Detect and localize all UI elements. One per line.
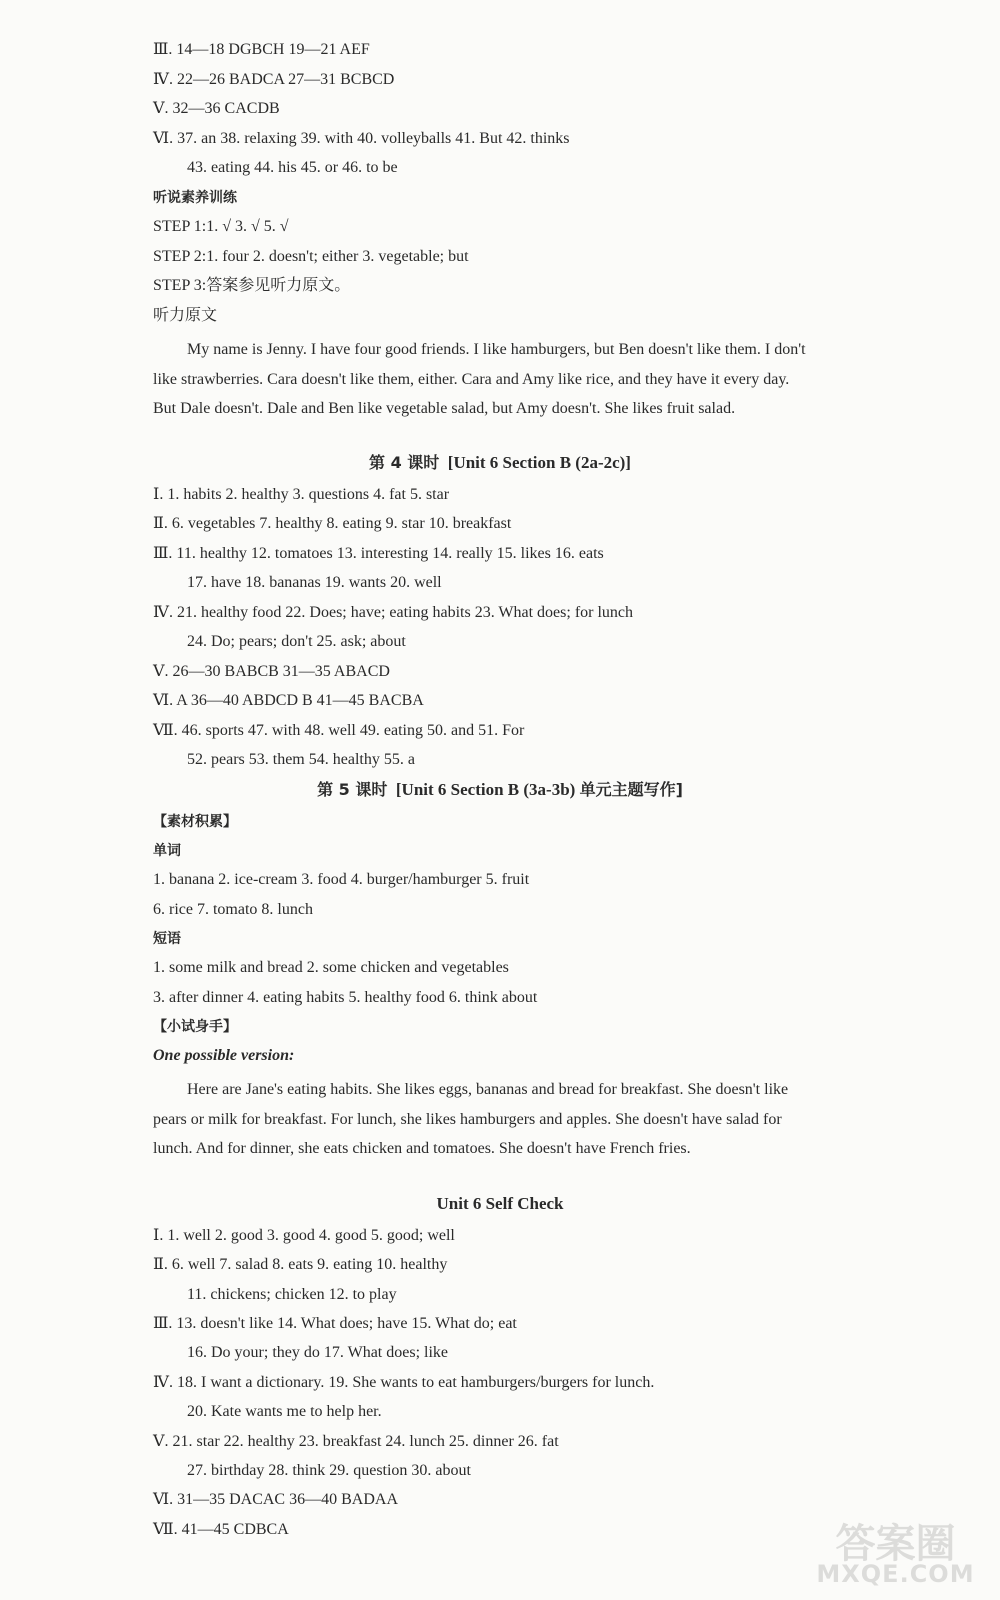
answer-line: Ⅵ. 31—35 DACAC 36—40 BADAA: [153, 1491, 398, 1508]
answer-line: Ⅵ. A 36—40 ABDCD B 41—45 BACBA: [153, 692, 424, 709]
watermark-title: 答案圈: [835, 1521, 956, 1567]
sample-essay: Here are Jane's eating habits. She likes eggs, bananas and bread for breakfast. She doesn't like pears or milk for breakfast. For lunch, she likes hamburgers and apples. She doesn't have salad for lunch. And for dinner, she eats chicken and tomatoes. She doesn't have French fries.: [153, 1081, 789, 1157]
answer-line: Ⅱ. 6. vegetables 7. healthy 8. eating 9. star 10. breakfast: [153, 515, 512, 532]
section-label: 听力原文: [153, 307, 218, 324]
answer-line: Ⅴ. 26—30 BABCB 31—35 ABACD: [153, 663, 390, 680]
answer-line: 17. have 18. bananas 19. wants 20. well: [187, 574, 442, 591]
section-label: 【小试身手】: [153, 1019, 237, 1035]
answer-line: Ⅲ. 14—18 DGBCH 19—21 AEF: [153, 41, 370, 58]
selfcheck-heading: Unit 6 Self Check: [436, 1194, 564, 1213]
lesson5-heading: 第 5 课时 [Unit 6 Section B (3a-3b) 单元主题写作]: [317, 780, 683, 799]
answer-line: Ⅴ. 21. star 22. healthy 23. breakfast 24. lunch 25. dinner 26. fat: [153, 1433, 559, 1450]
section-label: 听说素养训练: [153, 190, 237, 206]
answer-line: Ⅴ. 32—36 CACDB: [153, 100, 280, 117]
answer-line: 52. pears 53. them 54. healthy 55. a: [187, 751, 415, 768]
answer-line: Ⅲ. 11. healthy 12. tomatoes 13. interesting 14. really 15. likes 16. eats: [153, 545, 604, 562]
answer-line: Ⅲ. 13. doesn't like 14. What does; have 15. What do; eat: [153, 1315, 517, 1332]
answer-line: 27. birthday 28. think 29. question 30. about: [187, 1462, 471, 1479]
answer-line: Ⅶ. 41—45 CDBCA: [153, 1521, 289, 1538]
lesson4-heading: 第 4 课时 [Unit 6 Section B (2a-2c)]: [369, 453, 631, 472]
answer-line: Ⅶ. 46. sports 47. with 48. well 49. eating 50. and 51. For: [153, 722, 525, 739]
answer-line: 1. some milk and bread 2. some chicken and vegetables: [153, 959, 509, 976]
answer-line: 24. Do; pears; don't 25. ask; about: [187, 633, 406, 650]
answer-line: STEP 2:1. four 2. doesn't; either 3. vegetable; but: [153, 248, 469, 265]
answer-line: STEP 3:答案参见听力原文。: [153, 277, 351, 294]
answer-line: 20. Kate wants me to help her.: [187, 1403, 382, 1420]
answer-line: 43. eating 44. his 45. or 46. to be: [187, 159, 398, 176]
section-label: 短语: [153, 931, 181, 947]
watermark-url: MXQE.COM: [816, 1560, 975, 1588]
answer-line: 3. after dinner 4. eating habits 5. healthy food 6. think about: [153, 989, 538, 1006]
listening-text: My name is Jenny. I have four good friends. I like hamburgers, but Ben doesn't like them. I don't like strawberries. Cara doesn't like them, either. Cara and Amy like rice, and they have it every day. But Dale doesn't. Dale and Ben like vegetable salad, but Amy doesn't. She likes fruit salad.: [153, 341, 806, 417]
answer-line: 6. rice 7. tomato 8. lunch: [153, 901, 313, 918]
answer-line: STEP 1:1. √ 3. √ 5. √: [153, 218, 289, 235]
answer-line: Ⅵ. 37. an 38. relaxing 39. with 40. volleyballs 41. But 42. thinks: [153, 130, 570, 147]
answer-line: Ⅳ. 21. healthy food 22. Does; have; eating habits 23. What does; for lunch: [153, 604, 634, 621]
answer-line: Ⅰ. 1. habits 2. healthy 3. questions 4. fat 5. star: [153, 486, 450, 503]
answer-line: 11. chickens; chicken 12. to play: [187, 1286, 397, 1303]
watermark-logo: [813, 1512, 978, 1592]
answer-line: Ⅳ. 18. I want a dictionary. 19. She wants to eat hamburgers/burgers for lunch.: [153, 1374, 655, 1391]
section-label: 单词: [153, 843, 181, 859]
answer-line: 16. Do your; they do 17. What does; like: [187, 1344, 448, 1361]
answer-line: Ⅰ. 1. well 2. good 3. good 4. good 5. good; well: [153, 1227, 455, 1244]
section-label: 【素材积累】: [153, 814, 237, 830]
answer-line: Ⅳ. 22—26 BADCA 27—31 BCBCD: [153, 71, 395, 88]
version-label: One possible version:: [153, 1047, 295, 1064]
answer-line: 1. banana 2. ice-cream 3. food 4. burger/hamburger 5. fruit: [153, 871, 530, 888]
answer-line: Ⅱ. 6. well 7. salad 8. eats 9. eating 10. healthy: [153, 1256, 448, 1273]
